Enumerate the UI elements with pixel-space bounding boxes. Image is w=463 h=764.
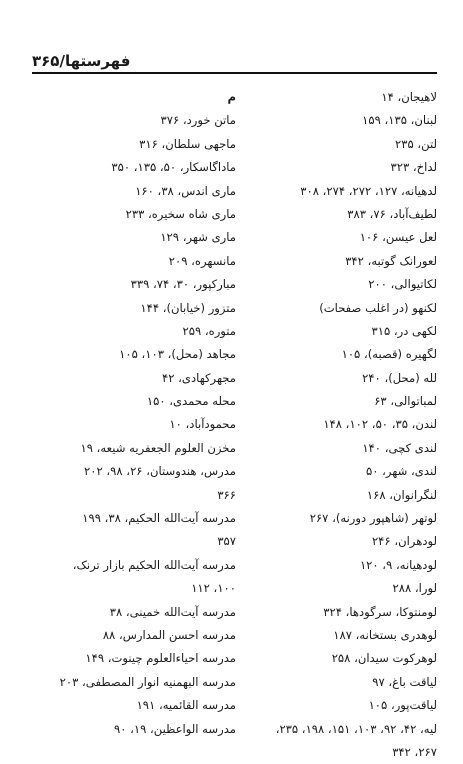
index-entry: ۳۵۷ — [217, 534, 236, 549]
index-column-left — [31, 86, 236, 741]
index-entry: ۲۶۷، ۳۴۲ — [392, 744, 437, 759]
index-entry: محله محمدی، ۱۵۰ — [146, 394, 236, 409]
index-entry: لمباتوالی، ۶۳ — [374, 394, 437, 409]
index-entry: مبارکپور، ۳۰، ۷۴، ۳۳۹ — [130, 277, 236, 292]
index-entry: لعورانک گوتبه، ۳۴۲ — [345, 253, 437, 268]
index-entry: مدرسه القائمیه، ۱۹۱ — [136, 698, 236, 713]
index-entry: ماتن خورد، ۳۷۶ — [160, 113, 236, 128]
index-entry: لدهیانه، ۱۲۷، ۲۷۲، ۲۷۴، ۳۰۸ — [300, 183, 437, 198]
index-entry: ۳۶۶ — [217, 487, 236, 502]
index-entry: لودهران، ۲۴۶ — [371, 534, 437, 549]
index-entry: ماری شهر، ۱۲۹ — [160, 230, 236, 245]
index-entry: لندن، ۳۵، ۵۰، ۱۰۲، ۱۴۸ — [323, 417, 437, 432]
index-entry: لندی کچی، ۱۴۰ — [362, 440, 437, 455]
index-entry: لورا، ۲۸۸ — [392, 581, 437, 596]
index-entry: لودهیانه، ۹، ۱۲۰ — [359, 557, 437, 572]
index-entry: مانسهره، ۲۰۹ — [168, 253, 236, 268]
index-entry: لطیف‌آباد، ۷۶، ۳۸۳ — [347, 206, 437, 221]
index-entry: لیاقت‌پور، ۱۰۵ — [368, 698, 437, 713]
index-entry: ماداگاسکار، ۵۰، ۱۳۵، ۳۵۰ — [111, 160, 236, 175]
index-entry: م — [227, 90, 236, 104]
index-entry: لیه، ۴۲، ۹۲، ۱۰۳، ۱۵۱، ۱۹۸، ۲۳۵، — [275, 721, 437, 736]
index-entry: لکنهو (در اغلب صفحات) — [319, 300, 437, 315]
index-entry: لاهیجان، ۱۴ — [381, 90, 437, 104]
index-entry: لتن، ۲۳۵ — [395, 136, 437, 151]
index-entry: مدرس، هندوستان، ۲۶، ۹۸، ۲۰۲ — [84, 464, 236, 479]
index-entry: ماجهی سلطان، ۳۱۶ — [139, 136, 236, 151]
index-entry: لبنان، ۱۳۵، ۱۵۹ — [362, 113, 437, 128]
index-entry: متزور (خیابان)، ۱۴۴ — [140, 300, 236, 315]
header-rule — [32, 72, 437, 74]
index-entry: مدرسه البهمنیه انوار المصطفی، ۲۰۳ — [59, 674, 236, 689]
index-entry: لوهدری بستخانه، ۱۸۷ — [333, 627, 437, 642]
index-entry: متوره، ۲۵۹ — [182, 323, 236, 338]
index-entry: ۱۰۰، ۱۱۲ — [191, 581, 236, 596]
index-entry: مدرسه آیت‌الله خمینی، ۳۸ — [109, 604, 236, 619]
index-entry: مجاهد (محل)، ۱۰۳، ۱۰۵ — [119, 347, 236, 362]
index-entry: مدرسه آیت‌الله الحکیم بازار ترنک، — [72, 557, 236, 572]
index-entry: لکهی در، ۳۱۵ — [371, 323, 437, 338]
index-entry: مدرسه احسن المدارس، ۸۸ — [102, 627, 236, 642]
index-entry: لداخ، ۳۲۳ — [390, 160, 437, 175]
index-entry: ماری اندس، ۳۸، ۱۶۰ — [135, 183, 236, 198]
index-entry: ماری شاه سخیره، ۲۳۳ — [125, 206, 236, 221]
index-entry: مدرسه الواعظین، ۱۹، ۹۰ — [113, 721, 236, 736]
index-entry: لعل عیسن، ۱۰۶ — [359, 230, 437, 245]
index-entry: لکاتیوالی، ۲۰۰ — [368, 277, 437, 292]
index-entry: مدرسه احیاءالعلوم چینوت، ۱۴۹ — [85, 651, 236, 666]
index-entry: مجهرکهادی، ۴۲ — [162, 370, 236, 385]
index-entry: لنگرانوان، ۱۶۸ — [366, 487, 437, 502]
index-entry: محمودآباد، ۱۰ — [169, 417, 236, 432]
page-header — [32, 52, 437, 74]
index-column-right — [247, 86, 437, 764]
index-entry: مخزن العلوم الجعفریه شیعه، ۱۹ — [80, 440, 236, 455]
index-entry: لگهیره (قصبه)، ۱۰۵ — [341, 347, 437, 362]
index-entry: لوتهر (شاهپور دورنه)، ۲۶۷ — [309, 511, 437, 526]
index-entry: لله (محل)، ۲۴۰ — [362, 370, 437, 385]
index-entry: مدرسه آیت‌الله الحکیم، ۳۸، ۱۹۹ — [82, 511, 236, 526]
index-entry: لوهرکوت سیدان، ۲۵۸ — [331, 651, 437, 666]
page-header-title: فهرستها/۳۶۵ — [32, 52, 131, 70]
index-entry: لومنتوکا، سرگودها، ۳۲۴ — [323, 604, 437, 619]
index-entry: لیاقت باغ، ۹۷ — [372, 674, 437, 689]
index-entry: لندی، شهر، ۵۰ — [366, 464, 437, 479]
